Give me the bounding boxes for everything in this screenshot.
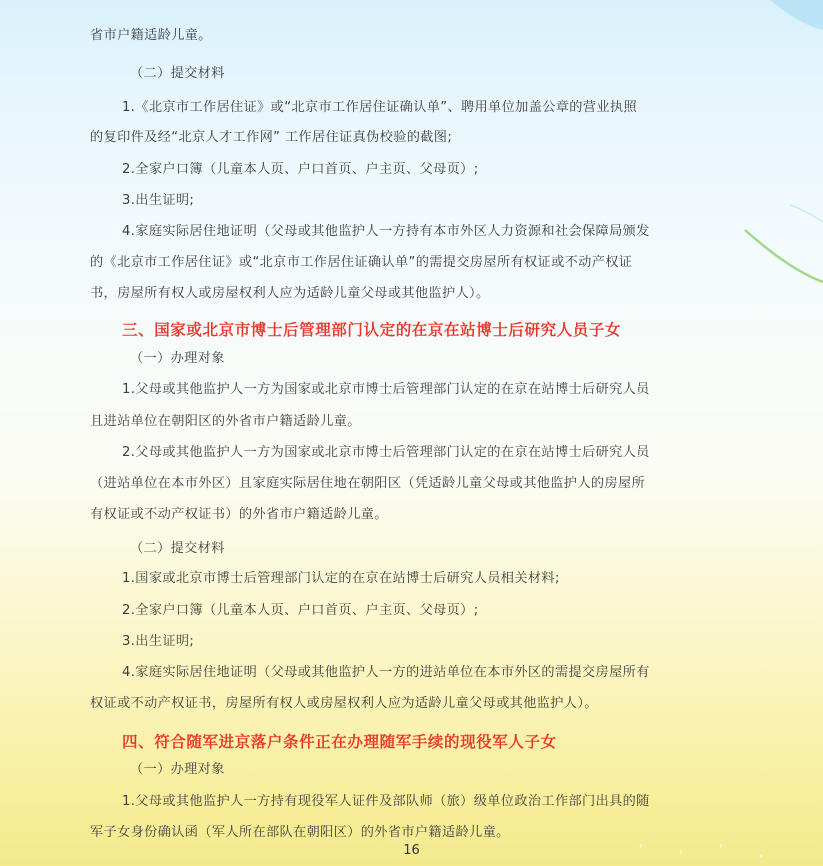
text-line: 4.家庭实际居住地证明（父母或其他监护人一方持有本市外区人力资源和社会保障局颁发 (122, 224, 650, 239)
page-number: 16 (403, 843, 420, 858)
text-line: 权证或不动产权证书，房屋所有权人或房屋权利人应为适龄儿童父母或其他监护人）。 (90, 696, 598, 711)
subsection-title: （一）办理对象 (130, 351, 225, 366)
text-line: 2.全家户口簿（儿童本人页、户口首页、户主页、父母页）; (122, 603, 479, 618)
subsection-title: （一）办理对象 (130, 762, 225, 777)
text-line: 的《北京市工作居住证》或“北京市工作居住证确认单”的需提交房屋所有权证或不动产权证 (90, 255, 633, 270)
section-heading-3: 三、国家或北京市博士后管理部门认定的在京在站博士后研究人员子女 (122, 321, 622, 339)
text-line: 2.全家户口簿（儿童本人页、户口首页、户主页、父母页）; (122, 162, 479, 177)
text-line: 1.父母或其他监护人一方为国家或北京市博士后管理部门认定的在京在站博士后研究人员 (122, 382, 650, 397)
subsection-title: （二）提交材料 (130, 66, 225, 81)
text-line: 1.父母或其他监护人一方持有现役军人证件及部队师（旅）级单位政治工作部门出具的随 (122, 794, 650, 809)
section-heading-4: 四、符合随军进京落户条件正在办理随军手续的现役军人子女 (122, 733, 557, 751)
text-line: 1.《北京市工作居住证》或“北京市工作居住证确认单”、聘用单位加盖公章的营业执照 (122, 100, 637, 115)
text-line: 且进站单位在朝阳区的外省市户籍适龄儿童。 (90, 414, 361, 429)
text-line: 3.出生证明; (122, 193, 195, 208)
text-line: 军子女身份确认函（军人所在部队在朝阳区）的外省市户籍适龄儿童。 (90, 825, 510, 840)
text-line: 的复印件及经“北京人才工作网” 工作居住证真伪校验的截图; (90, 130, 453, 145)
subsection-title: （二）提交材料 (130, 541, 225, 556)
text-line: 2.父母或其他监护人一方为国家或北京市博士后管理部门认定的在京在站博士后研究人员 (122, 445, 650, 460)
text-line: 3.出生证明; (122, 634, 195, 649)
text-line: 书，房屋所有权人或房屋权利人应为适龄儿童父母或其他监护人）。 (90, 286, 490, 301)
text-line: 1.国家或北京市博士后管理部门认定的在京在站博士后研究人员相关材料; (122, 571, 560, 586)
text-line: （进站单位在本市外区）且家庭实际居住地在朝阳区（凭适龄儿童父母或其他监护人的房屋所 (90, 476, 646, 491)
text-line: 省市户籍适龄儿童。 (90, 28, 212, 43)
text-line: 有权证或不动产权证书）的外省市户籍适龄儿童。 (90, 507, 388, 522)
text-line: 4.家庭实际居住地证明（父母或其他监护人一方的进站单位在本市外区的需提交房屋所有 (122, 665, 650, 680)
